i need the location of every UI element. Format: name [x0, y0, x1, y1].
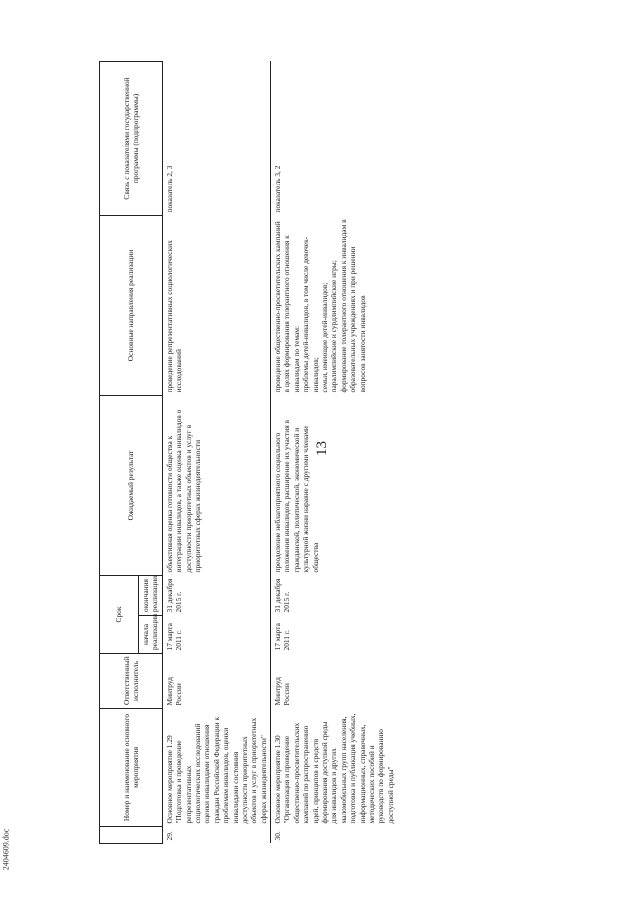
row-executor: Минтруд России	[271, 654, 398, 709]
row-result: объективная оценка готовности общества к интеграции инвалидов, а также оценка инвалидов о доступности приоритетных объектов и услуг в приоритетных сферах жизнедеятельности	[162, 395, 270, 575]
table-row	[271, 61, 398, 843]
direction-item: формирование толерантного отношения к инвалидам в образовательных учреждениях и при решении вопросов занятости инвалидов	[338, 219, 367, 393]
header-end: окончания реализации	[139, 575, 163, 615]
row-name: Основное мероприятие 1.29 "Подготовка и проведение репрезентативных социологических исследований оценки инвалидами отношения граждан Российской Федерации к проблемам инвалидов, оценки инвалидами состояния доступности приоритетных объектов и услуг в приоритетных сферах жизнедеятельности"	[162, 709, 270, 827]
table-row	[162, 61, 270, 843]
row-num: 29.	[162, 827, 270, 844]
direction-item: паралимпийские и сурдлимпийские игры;	[329, 260, 339, 393]
direction-item: проблемы детей-инвалидов, в том числе девочек-инвалидов;	[301, 236, 320, 393]
footer-doc-filename: 2404609.doc	[1, 828, 11, 871]
row-name: Основное мероприятие 1.30 "Организация и проведение общественно-просветительских кампаний по распространению идей, принципов и средств формирования доступной среды для инвалидов и других маломобильных групп населения, подготовка и публикация учебных, информационных, справочных, методических пособий и руководств по формированию доступной среды"	[271, 709, 398, 827]
table-header	[100, 61, 163, 843]
row-result: преодоление неблагоприятного социального положения инвалидов, расширение их участия в гражданской, политической, экономической и культурной жизни наравне с другими членами общества	[271, 395, 398, 575]
row-num: 30.	[271, 827, 398, 844]
direction-item: семьи, имеющие детей-инвалидов;	[320, 282, 330, 393]
row-link: показатель 2, 3	[162, 61, 270, 215]
row-start: 17 марта 2011 г.	[271, 616, 398, 654]
header-link: Связь с показателями государственной программы (подпрограммы)	[100, 61, 163, 215]
measures-table-container	[99, 62, 397, 844]
header-executor: Ответственный исполнитель	[100, 654, 163, 709]
header-name: Номер и наименование основного мероприятия	[100, 709, 163, 827]
row-end: 31 декабря 2015 г.	[162, 575, 270, 615]
header-start: начала реализации	[139, 616, 163, 654]
page-number: 13	[314, 441, 330, 456]
measures-table	[99, 61, 397, 844]
header-result: Ожидаемый результат	[100, 395, 163, 575]
header-term: Срок	[100, 575, 139, 653]
direction-item: проведение репрезентативных социологических исследований	[164, 240, 184, 393]
row-directions	[271, 215, 398, 395]
row-end: 31 декабря 2015 г.	[271, 575, 398, 615]
header-num	[100, 827, 163, 844]
direction-item: проведение общественно-просветительских кампаний в целях формирования толерантного отношения к инвалидам по темам:	[273, 221, 301, 393]
header-directions: Основные направления реализации	[100, 215, 163, 395]
row-link: показатель 3, 2	[271, 61, 398, 215]
row-executor: Минтруд России	[162, 654, 270, 709]
row-start: 17 марта 2011 г.	[162, 616, 270, 654]
row-directions	[162, 215, 270, 395]
